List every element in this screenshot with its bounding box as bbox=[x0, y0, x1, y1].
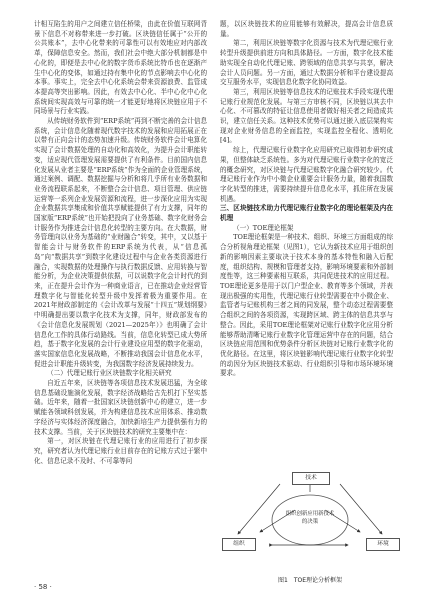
paragraph: 自近五年来，区块链等各项信息技术发展迅猛，为全球信息基础设施演化发展，数字经济战略给古先机打下坚实基础。近年来，随着一批国家区块链创新中心的建立，进一步赋能各领域科创发展，并为构建信息技术应用体系、推动数字经济与实体经济深度融合，加快新培生产力提供强有力的技术支撑。当前，关于区块链技术的研究主要集中在： bbox=[34, 379, 207, 436]
center-label-line1: 组织创新应用新技术 bbox=[285, 511, 335, 517]
arrow-connector bbox=[238, 484, 280, 534]
paragraph: 综上，代理记账行业数字化应用研究已取得初步研究成果，但整体缺乏系统性。多为对代理记账行业数字化的宽泛的概念研究，对区块链与代理记账数字化融合研究较少。代理记账行业作为中小微企业重要会计服务力量，随着我国数字化转型的推进，需要持续提升信息化水平，抓住所在发展机遇。 bbox=[220, 146, 393, 203]
paragraph: 题，以区块链技术的应用能够有效解决，提高会计信息质量。 bbox=[220, 20, 393, 38]
center-label-line2: 的决策 bbox=[301, 519, 319, 525]
arrow-connector bbox=[340, 484, 382, 534]
paragraph: 从传统财务软件到“ERP系统”再到不断完善的会计信息系统，会计信息化随着现代数字技术的发展和应用拓展正在以带有正向会计的态势加速升级。传统财务软件会计电算化实现了会计数据处理的自动化和高效化，为提升会计职能转变，适应现代管理发展需要提供了有利条件。目前国内信息化发展从业者主要是“ERP系统”作为全面的企业管理系统，通过案例、调配、数据挖掘与分析和将几乎所有业务数据和业务流程联系起来，不断整合会计信息、项目管理、供应链运营等一系列企业发展资源和流程，进一步深化应用为实现企业数据共享集成和价值共享赋能提供了有力支撑，同年的国家版“ERP系统”也开始把投向了业务基础、数字化财务会计服务作为推进会计信息化转型的主要方向。在大数据，财务管理向以业务为基础的“业财融合”转变，其中，又以基于智能会计与财务软件的ERP系统为代表，从“信息孤岛”向“数据共享”到数字化建设过程中与企业各类资源进行融合，实现数据的处理操作与执行数据反馈、应用转换与智能分析，为企业决策提供依据，可以说数字化会计时代的到来，正在提升会计作为一种商业语言，已在推动企业经营管理数字化与智能化转型升级中发挥着极为重要作用。在2021年财政部制定的《会计改革与发展“十四五”规划纲要》中明确提出要以数字化技术为支撑，同年，财政部发布的《会计信息化发展规划（2021—2025年）》也明确了会计信息化工作的具体行动路线。当前，信息化转型已成大势所趋，基于数字化发展的会计行业建设应用型的数字化驱动，落实国家信息化发展战略，不断推动我国会计信息化水平，促进会计职能升级转变，为我国数字经济发展持续发力。 bbox=[34, 117, 207, 368]
figure-caption: 图1 TOE理论分析框架 bbox=[278, 577, 342, 584]
left-column bbox=[34, 20, 207, 466]
paragraph: TOE理论框架是一种技术、组织、环境三方面组成的综合分析视角理论框架（见图1），它认为新技术应用于组织创新的影响因素主要取决于技术本身的基本特性和融入后配度，组织结构、规模和管理者支持，影响环境要素和外部制度性等，这三种要素相互联系，共同促进技术的应用过程。TOE理论更多是用于以门户型企业、教育等多个领域，并表现出极强的实用性，代理记账行业转型需要在中小微企业、监管者与记账机构三者之间的同发展，整个动态过程需要整合组织之间的各项资源，实现跨区域、跨主体的信息共享与整合。因此，采用TOE理论框架对记账行业数字化应用分析能够帮助清晰记账行业数字化管理运营中存在的问题，结合区块链应用范围和优势条件分析区块链对记账行业数字化的优化路径。在这里，将区块链影响代理记账行业数字化转型的动因分为区块链技术驱动、行业组织引导和市场环境环境要求。 bbox=[220, 233, 393, 378]
subsection-heading: （一）TOE理论框架 bbox=[233, 223, 294, 232]
paragraph: 计相互陷生的用户之间建立信任桥梁，由此在价值互联网背景下信息不对称带来进一步打破。区块链信任属于“公开的公共账本”，去中心化带来的可靠性可以有效地应对内部改革，保障信息安全。然而，我们社会中绝大部分机制都是中心化的，即便是去中心化的数字货币系统比特币也在逐渐产生中心化的变体，如通过持有集中化的节点影响去中心化的本事。事实上，完全去中心化系统会带来资源浪费、监管成本提高等突出影响。因此，有效去中心化、半中心化中心化系统间实现高效与可靠的统一才能更好地将区块链应用于不同场景与行业实践。 bbox=[34, 20, 207, 116]
paragraph: 第三，利用区块链等信息技术的记账技术手段实现代理记账行业规范化发展。与第三方审核不同，区块链以其去中心化、不可篡改的特征让信息使用者做好相关者之间造成共识，建立信任关系。这种技术优势可以通过嵌入底层架构实现对企业财务信息的全面监控，实现监控全程化、透明化[4]。 bbox=[220, 87, 393, 145]
subsection-heading: （二）代理记账行业区块链数字化相关研究 bbox=[47, 369, 172, 378]
toe-framework-diagram bbox=[220, 470, 400, 570]
page-number: · 58 · bbox=[34, 583, 52, 591]
paragraph: 第一，对区块链在代理记账行业的应用进行了初步探究，研究者认为代理记账行业目前存在的记账方式过于繁中化、信息记录不及时、不可靠等问 bbox=[34, 437, 207, 465]
node-technology: 技术 bbox=[292, 472, 330, 485]
paragraph: 第二，利用区块链等数字化资源与技术为代理记账行业转型升级提供前进方向和具体路径。一方面，数字化技术能助实现全自动化代理记账、跨领域的信息共享与共享，解决会计人员问题。另一方面，通过大数据分析和平台建设提高交互服务水平，实现信息化数字化协同效益。 bbox=[220, 39, 393, 87]
node-environment: 环境 bbox=[366, 538, 400, 551]
right-column bbox=[220, 20, 393, 379]
node-organization: 组织 bbox=[222, 538, 256, 551]
section-heading: 三、区块链技术助力代理记账行业数字化的理论框架及内在机理 bbox=[220, 204, 393, 223]
